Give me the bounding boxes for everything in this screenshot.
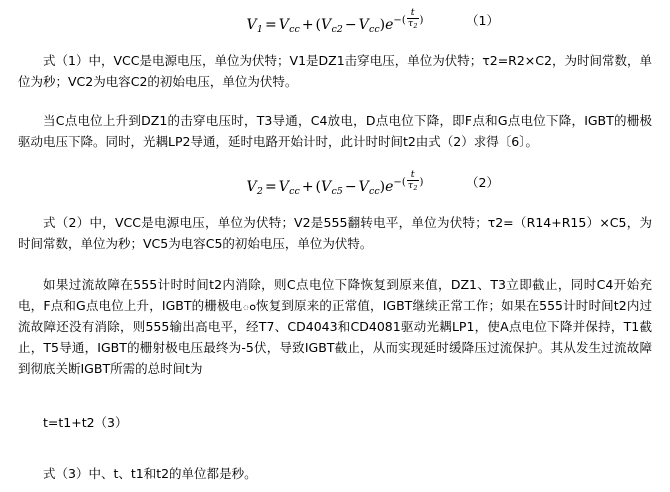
spacer-after-eq1 bbox=[18, 34, 652, 50]
paragraph-1: 式（1）中，VCC是电源电压，单位为伏特；V1是DZ1击穿电压，单位为伏特；τ2=R2×C2，为时间常数，单位为秒；VC2为电容C2的初始电压，单位为伏特。 bbox=[18, 53, 652, 89]
spacer-after-p4 bbox=[18, 379, 652, 399]
spacer-after-p1 bbox=[18, 92, 652, 110]
equation-2-formula: V2 = Vcc + $(Vc5 - Vcc)e^{-( \frac{t}{\tau 2} )}$ bbox=[246, 169, 424, 197]
equation-1-row bbox=[18, 8, 652, 34]
paragraph-2: 当C点电位上升到DZ1的击穿电压时，T3导通，C4放电，D点电位下降，即F点和G点电位下降，IGBT的栅极驱动电压下降。同时，光耦LP2导通，延时电路开始计时，此计时时间t2由式（2）求得〔6〕。 bbox=[18, 113, 652, 149]
spacer-after-p5 bbox=[18, 445, 652, 463]
spacer-after-p2 bbox=[18, 152, 652, 170]
equation-2-number: （2） bbox=[466, 175, 499, 190]
paragraph-6: 式（3）中、t、t1和t2的单位都是秒。 bbox=[43, 466, 257, 481]
paragraph-3: 式（2）中，VCC是电源电压，单位为伏特；V2是555翻转电平，单位为伏特；τ2=（R14+R15）×C5，为时间常数，单位为秒；VC5为电容C5的初始电压，单位为伏特。 bbox=[18, 215, 652, 251]
spacer-after-eq2 bbox=[18, 196, 652, 212]
equation-1-number: （1） bbox=[466, 13, 499, 28]
equation-2-row bbox=[18, 170, 652, 196]
spacer-after-p3 bbox=[18, 254, 652, 274]
paragraph-5-formula: t=t1+t2（3） bbox=[43, 414, 128, 430]
top-spacer bbox=[18, 0, 652, 8]
paragraph-4: 如果过流故障在555计时时间t2内消除，则C点电位下降恢复到原来值，DZ1、T3立即截止，同时C4开始充电，F点和G点电位上升，IGBT的栅极电ం恢复到原来的正常值，IGBT继续正常工作；如果在555计时时间t2内过流故障还没有消除，则555输出高电平，经T7、CD4043和CD4081驱动光耦LP1，使A点电位下降并保持，T1截止，T5导通，IGBT的栅射极电压最终为-5伏，导致IGBT截止，从而实现延时缓降压过流保护。其从发生过流故障到彻底关断IGBT所需的总时间t为 bbox=[18, 277, 652, 376]
equation-1-formula: V1 = Vcc + $(Vc2 - Vcc)e^{-( \frac{t}{\tau 2} )}$ bbox=[246, 7, 424, 35]
